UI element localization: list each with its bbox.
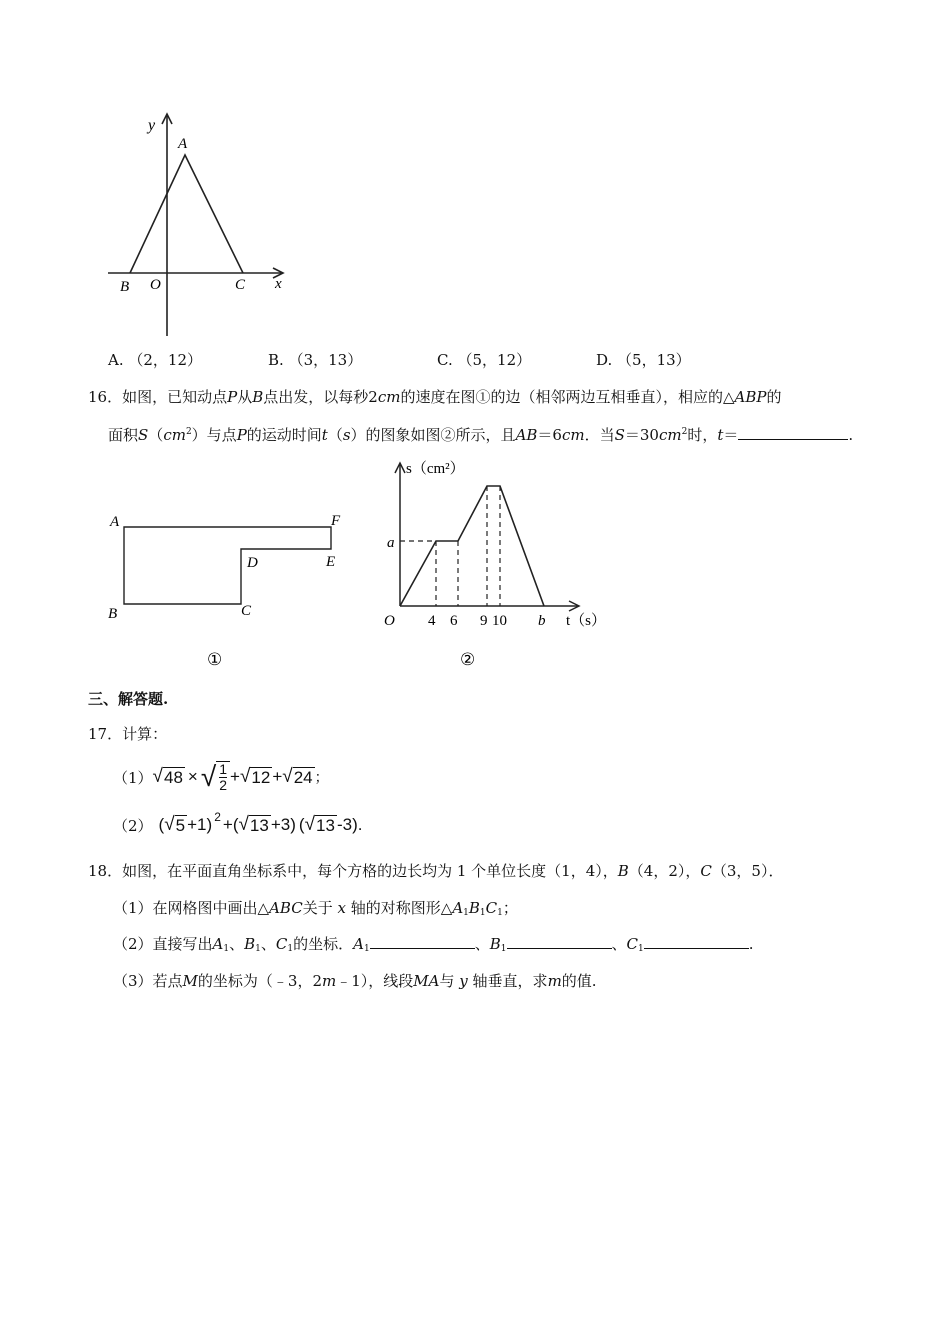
figure-16-2-graph	[378, 455, 618, 675]
polygon-abcdef	[124, 527, 331, 604]
option-d-label: D.	[596, 351, 613, 369]
expr-1: √ 48 × √ 1 2 + √ 12 + √ 24 ；	[152, 761, 329, 793]
label-a: A	[110, 514, 120, 530]
section-3-title: 三、解答题.	[88, 690, 169, 708]
q17-title: 17．计算：	[88, 725, 168, 743]
a-label: a	[387, 535, 395, 551]
tick-b: b	[538, 613, 546, 629]
q15-option-b	[268, 349, 362, 370]
x-axis-label: t（s）	[566, 613, 607, 629]
option-c-label: C.	[437, 351, 453, 369]
label-f: F	[331, 513, 341, 529]
a1-answer-blank[interactable]	[370, 934, 475, 949]
q17-part-1: （1） √ 48 × √ 1 2 + √ 12 + √ 24 ；	[113, 761, 329, 793]
q15-option-a	[108, 349, 202, 370]
label-b: B	[108, 606, 118, 622]
q16-line-1: 16．如图，已知动点P从B点出发，以每秒2cm的速度在图①的边（相邻两边互相垂直），相应的△ABP的	[88, 388, 782, 406]
label-c: C	[241, 603, 252, 619]
label-e: E	[326, 554, 336, 570]
triangle-abc	[130, 155, 243, 273]
label-d: D	[247, 555, 258, 571]
label-b: B	[120, 279, 130, 295]
label-c: C	[235, 277, 246, 293]
q15-option-c	[437, 349, 531, 370]
tick-6: 6	[450, 613, 458, 629]
label-x: x	[275, 276, 282, 292]
option-a-value: （2，12）	[128, 351, 203, 369]
expr-2: ( √ 5 +1 ) 2 + ( √ 13 +3 ) ( √ 13 -3 ) .	[158, 810, 363, 835]
c1-answer-blank[interactable]	[644, 934, 749, 949]
q18-line-1: 18．如图，在平面直角坐标系中，每个方格的边长均为 1 个单位长度（1，4），B（4，2），C（3，5）．	[88, 862, 784, 880]
option-c-value: （5，12）	[457, 351, 532, 369]
q16-line-2: 面积$S(cm^2)$与点P的运动时间t（s）的图象如图②所示，且AB＝6cm．当$S=30cm^2$时，t＝ .	[108, 426, 854, 444]
option-b-label: B.	[268, 351, 284, 369]
q18-part-1: （1）在网格图中画出△ABC关于 x 轴的对称图形$\triangle A_1B_1C_1$；	[113, 899, 518, 918]
graph-line	[400, 486, 544, 606]
caption-2: ②	[460, 650, 476, 669]
option-d-value: （5，13）	[617, 351, 691, 369]
option-a-label: A.	[108, 351, 124, 369]
q17-part-2: （2） ( √ 5 +1 ) 2 + ( √ 13 +3 ) ( √ 13 -3 ) .	[113, 810, 363, 835]
q18-part-2: （2）直接写出$A_1$、$B_1$、$C_1$的坐标．$A_1$ 、$B_1$ 、$C_1$ .	[113, 935, 754, 954]
option-b-value: （3，13）	[288, 351, 363, 369]
label-y: y	[148, 117, 156, 134]
tick-10: 10	[492, 613, 507, 629]
figure-15-triangle	[100, 108, 300, 340]
tick-4: 4	[428, 613, 436, 629]
origin-label: O	[384, 613, 395, 629]
y-axis-label: s（cm²）	[406, 461, 465, 477]
b1-answer-blank[interactable]	[507, 934, 612, 949]
q16-answer-blank[interactable]	[738, 425, 848, 440]
tick-9: 9	[480, 613, 488, 629]
q18-part-3: （3）若点M的坐标为（﹣3，2m﹣1），线段MA与 y 轴垂直，求m的值.	[113, 972, 597, 990]
caption-1: ①	[207, 650, 223, 669]
label-a: A	[178, 136, 188, 152]
label-o: O	[150, 277, 161, 293]
figure-16-1-polygon	[100, 505, 350, 675]
q15-option-d	[596, 349, 691, 370]
